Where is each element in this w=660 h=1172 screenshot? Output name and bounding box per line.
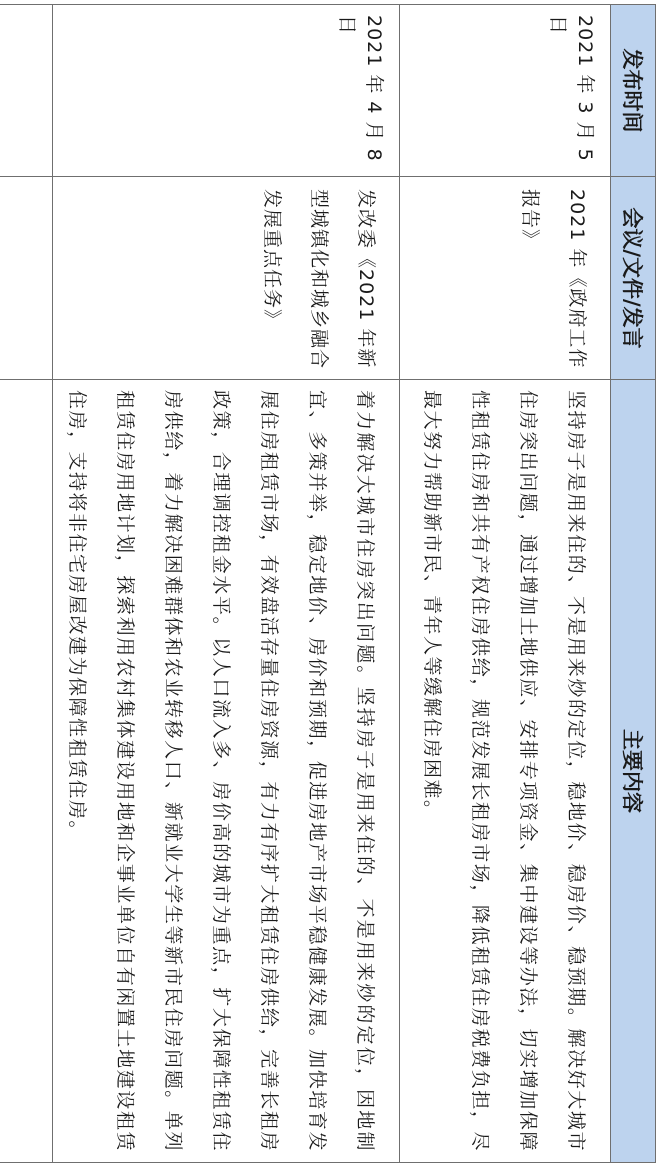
row-date [0, 5, 53, 177]
header-document: 会议/文件/发言 [611, 177, 656, 380]
header-date: 发布时间 [611, 5, 656, 177]
row-content [0, 380, 53, 1163]
row-content: 着力解决大城市住房突出问题。坚持房子是用来住的、不是用来炒的定位，因地制宜、多策并举，稳定地价、房价和预期，促进房地产市场平稳健康发展。加快培育发展住房租赁市场，有效盘活存量住房资源，有力有序扩大租赁住房供给，完善长租房政策，合理调控租金水平。以人口流入多、房价高的城市为重点，扩大保障性租赁住房供给，着力解决困难群体和农业转移人口、新就业大学生等新市民住房问题。单列租赁住房用地计划，探索利用农村集体建设用地和企事业单位自有闲置土地建设租赁住房，支持将非住宅房屋改建为保障性租赁住房。 [53, 380, 400, 1163]
table-row [0, 5, 53, 1163]
row-content: 坚持房子是用来住的、不是用来炒的定位，稳地价、稳房价、稳预期。解决好大城市住房突出问题，通过增加土地供应、安排专项资金、集中建设等办法，切实增加保障性租赁住房和共有产权住房供给，规范发展长租房市场，降低租赁住房税费负担，尽最大努力帮助新市民、青年人等缓解住房困难。 [400, 380, 611, 1163]
row-document: 发改委《2021 年新型城镇化和城乡融合发展重点任务》 [53, 177, 400, 380]
row-date: 2021 年 3 月 5 日 [400, 5, 611, 177]
row-date: 2021 年 4 月 8 日 [53, 5, 400, 177]
header-content: 主要内容 [611, 380, 656, 1163]
table-row [53, 5, 400, 1163]
policy-table [0, 4, 656, 1163]
row-document: 2021 年《政府工作报告》 [400, 177, 611, 380]
table-row [400, 5, 611, 1163]
header-row [611, 5, 656, 1163]
row-document [0, 177, 53, 380]
